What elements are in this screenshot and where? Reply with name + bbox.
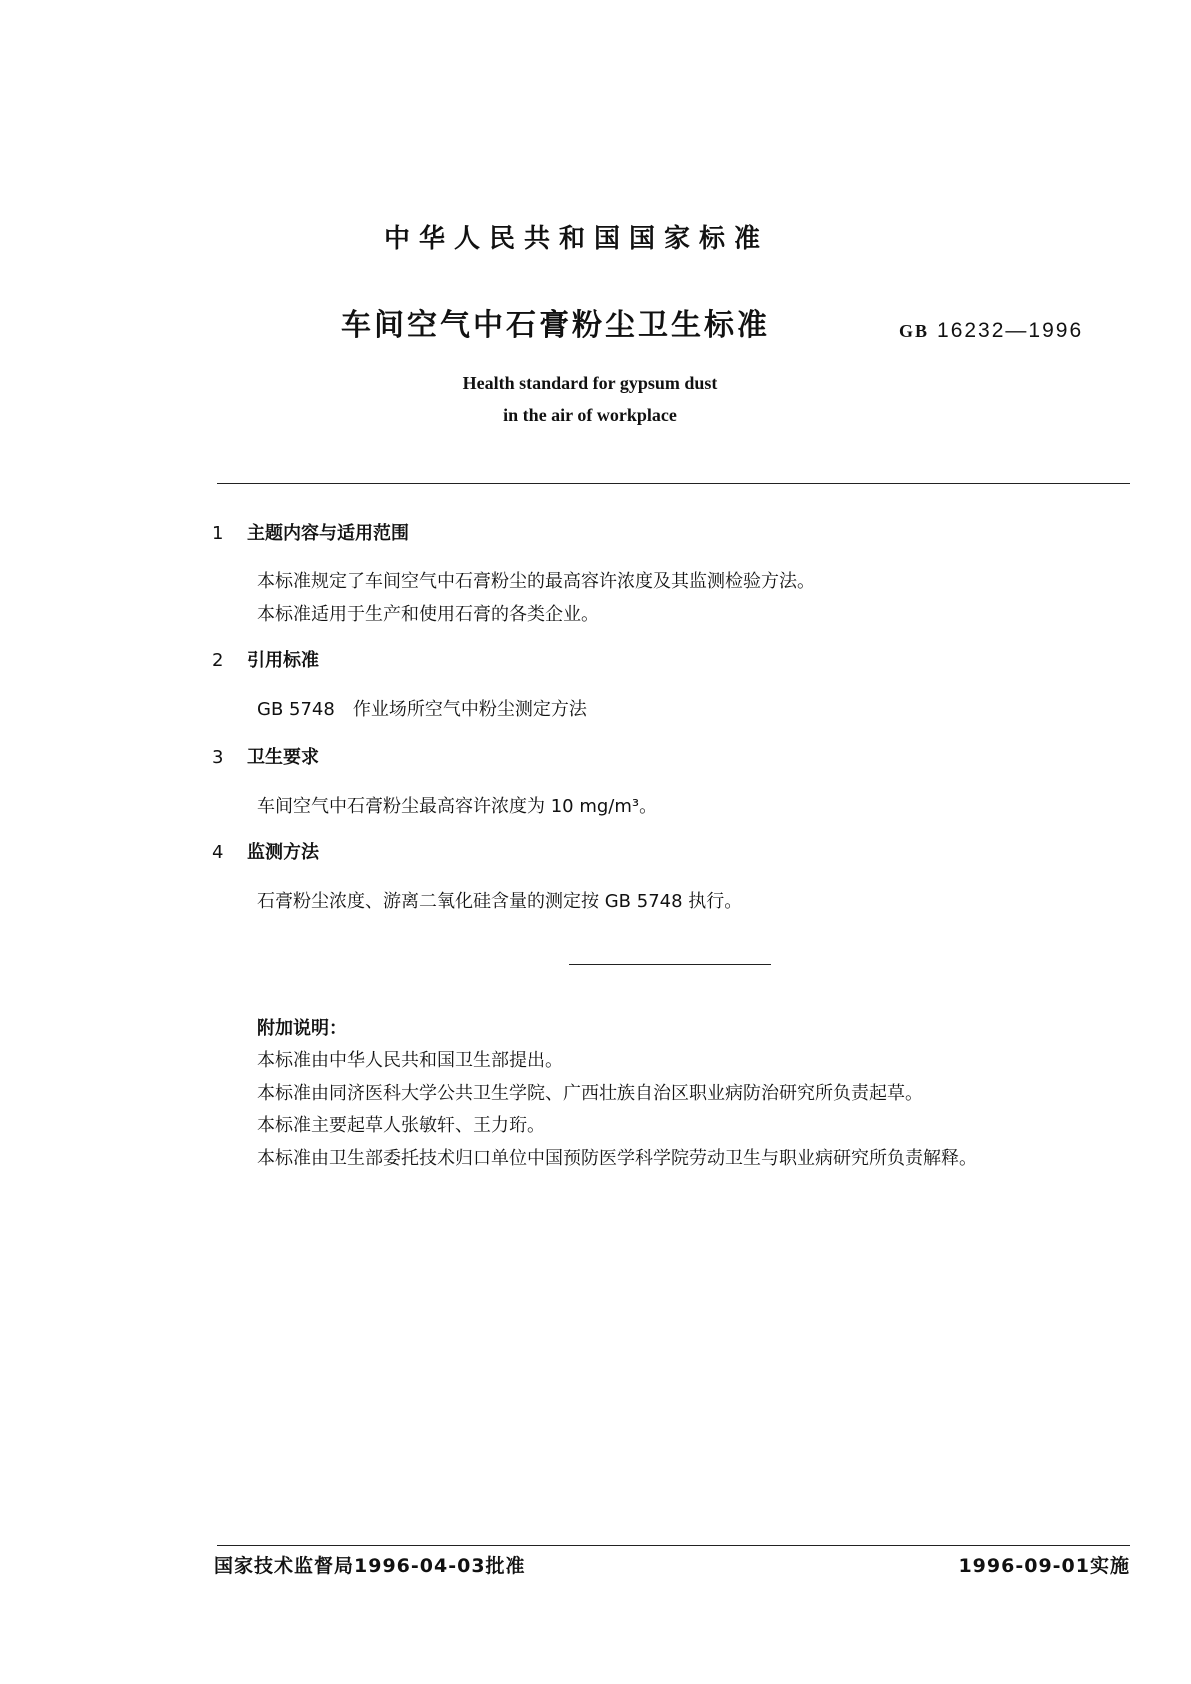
standard-code-number: 16232—1996 bbox=[937, 319, 1084, 342]
english-title-line1: Health standard for gypsum dust bbox=[462, 373, 718, 393]
section-4-number: 4 bbox=[212, 842, 224, 863]
standard-code bbox=[899, 320, 1083, 341]
section-3-line-1: 车间空气中石膏粉尘最高容许浓度为 10 mg/m³。 bbox=[257, 796, 658, 817]
end-divider bbox=[569, 964, 771, 965]
notes-line-3: 本标准主要起草人张敏轩、王力珩。 bbox=[257, 1115, 545, 1136]
notes-line-2: 本标准由同济医科大学公共卫生学院、广西壮族自治区职业病防治研究所负责起草。 bbox=[257, 1083, 923, 1104]
section-2-number: 2 bbox=[212, 650, 224, 671]
section-4-line-1: 石膏粉尘浓度、游离二氧化硅含量的测定按 GB 5748 执行。 bbox=[257, 891, 743, 912]
section-2-line-1: GB 5748 作业场所空气中粉尘测定方法 bbox=[257, 699, 587, 720]
section-1-line-2: 本标准适用于生产和使用石膏的各类企业。 bbox=[257, 604, 599, 625]
english-title-line2: in the air of workplace bbox=[503, 405, 677, 425]
section-2-heading: 引用标准 bbox=[247, 650, 319, 671]
issuing-body-header: 中华人民共和国国家标准 bbox=[384, 224, 770, 254]
section-4-heading: 监测方法 bbox=[247, 842, 319, 863]
notes-line-4: 本标准由卫生部委托技术归口单位中国预防医学科学院劳动卫生与职业病研究所负责解释。 bbox=[257, 1148, 977, 1169]
section-1-line-1: 本标准规定了车间空气中石膏粉尘的最高容许浓度及其监测检验方法。 bbox=[257, 571, 815, 592]
section-3-heading: 卫生要求 bbox=[247, 747, 319, 768]
section-3-number: 3 bbox=[212, 747, 224, 768]
footer-divider bbox=[217, 1545, 1130, 1546]
section-1-heading: 主题内容与适用范围 bbox=[247, 523, 409, 544]
notes-line-1: 本标准由中华人民共和国卫生部提出。 bbox=[257, 1050, 563, 1071]
standard-code-prefix: GB bbox=[899, 321, 930, 341]
top-divider bbox=[217, 483, 1130, 484]
notes-heading: 附加说明： bbox=[257, 1018, 347, 1039]
approval-date: 国家技术监督局1996-04-03批准 bbox=[214, 1555, 526, 1577]
document-title: 车间空气中石膏粉尘卫生标准 bbox=[341, 308, 770, 343]
effective-date: 1996-09-01实施 bbox=[958, 1555, 1130, 1577]
section-1-number: 1 bbox=[212, 523, 224, 544]
